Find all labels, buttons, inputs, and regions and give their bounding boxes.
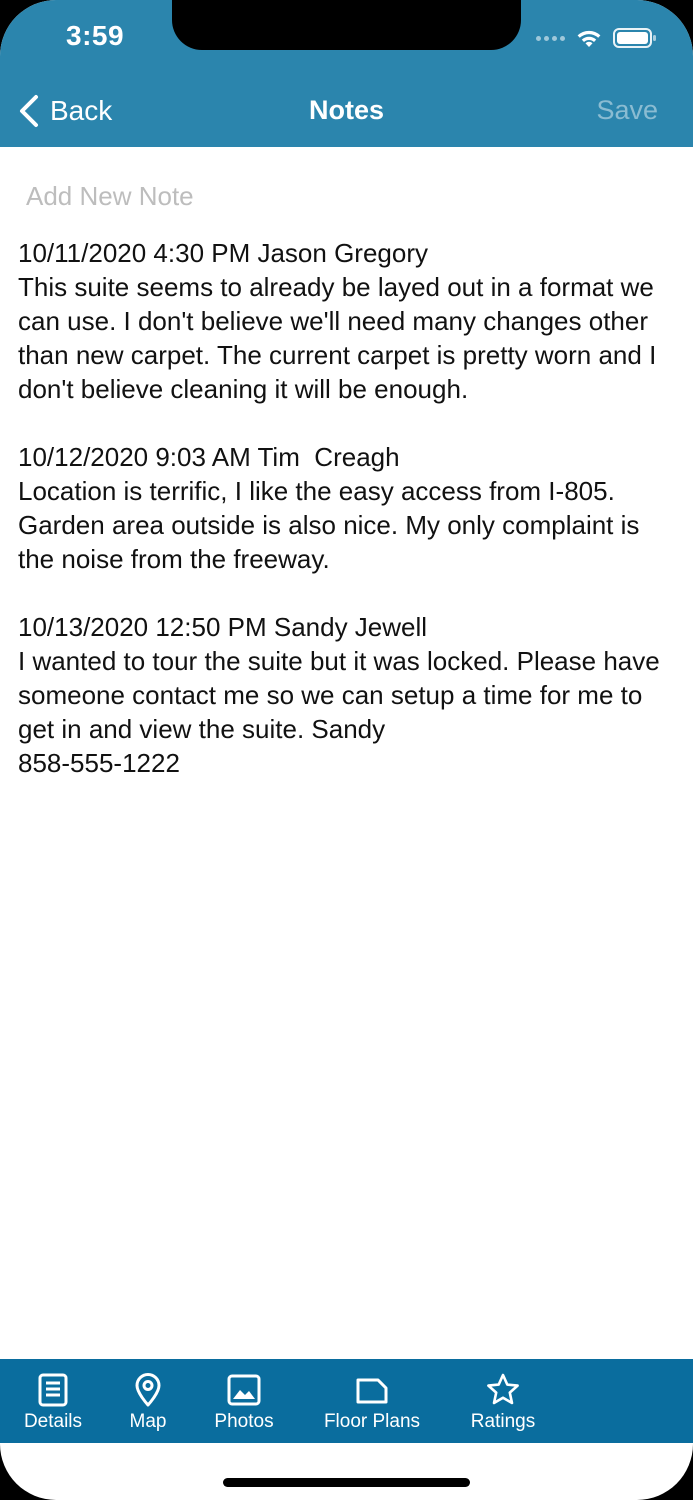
back-button-label: Back (50, 95, 113, 126)
back-button[interactable] (18, 92, 112, 130)
save-button[interactable]: Save (596, 95, 658, 125)
add-note-input[interactable] (26, 175, 666, 217)
home-indicator[interactable] (223, 1478, 470, 1487)
tab-label: Ratings (470, 1411, 536, 1432)
tab-bar (0, 1359, 693, 1443)
wifi-icon (575, 27, 603, 49)
map-pin-icon (130, 1372, 166, 1408)
tab-label: Details (23, 1411, 83, 1432)
document-icon (35, 1372, 71, 1408)
tab-label: Photos (214, 1411, 274, 1432)
tab-label: Map (129, 1411, 167, 1432)
battery-icon (613, 27, 657, 49)
tab-label: Floor Plans (323, 1411, 421, 1432)
star-icon (485, 1372, 521, 1408)
tab-photos[interactable] (204, 1359, 284, 1443)
tab-floor-plans[interactable] (316, 1359, 428, 1443)
tab-details[interactable] (21, 1359, 85, 1443)
cellular-signal-icon (536, 36, 565, 41)
floor-plan-icon (354, 1372, 390, 1408)
photo-icon (226, 1372, 262, 1408)
chevron-left-icon (18, 94, 40, 128)
tab-ratings[interactable] (465, 1359, 541, 1443)
device-notch (172, 0, 521, 50)
tab-map[interactable] (118, 1359, 178, 1443)
status-icons (536, 26, 657, 50)
page-title: Notes (308, 95, 384, 125)
notes-text-view[interactable]: 10/11/2020 4:30 PM Jason Gregory This suite seems to already be layed out in a format we can use. I don't believe we'll need many changes other than new carpet. The current carpet is pretty worn and I don't believe cleaning it will be enough. 10/12/2020 9:03 AM Tim Creagh Location is terrific, I like the easy access from I-805. Garden area outside is also nice. My only complaint is the noise from the freeway. 10/13/2020 12:50 PM Sandy Jewell I wanted to tour the suite but it was locked. Please have someone contact me so we can setup a time for me to get in and view the suite. Sandy 858-555-1222 (18, 238, 660, 778)
notes-content (18, 175, 678, 780)
navigation-header (0, 0, 693, 147)
status-time: 3:59 (66, 20, 125, 51)
